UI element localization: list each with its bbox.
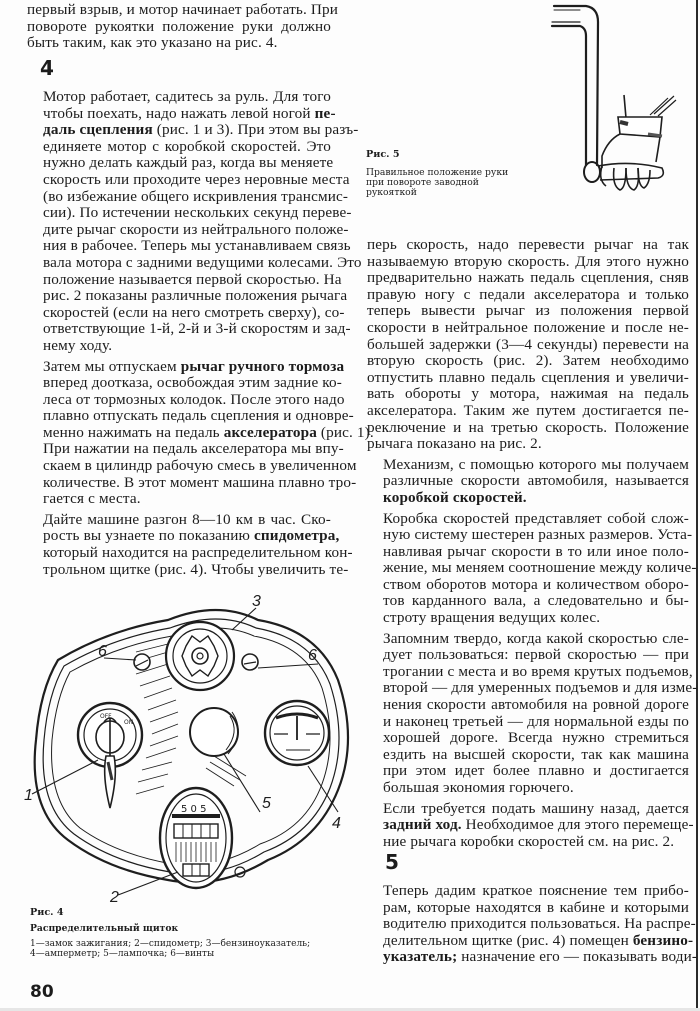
paragraph xyxy=(367,509,697,627)
paragraph xyxy=(367,457,689,507)
text-line: различные скорости автомобиля, называется xyxy=(383,472,689,490)
text-line: вала мотора с задними ведущими колесами. Это xyxy=(43,253,362,271)
text-line: При нажатии на педаль акселератора мы впу- xyxy=(43,440,344,458)
callout-5: 5 xyxy=(262,795,271,812)
right-column-text xyxy=(367,236,698,850)
figure-4-dashboard-illustration xyxy=(18,590,358,906)
text-line: рычага показано на рис. 2. xyxy=(367,435,542,453)
callout-1: 1 xyxy=(24,787,33,804)
text-line: леса от тормозных колодок. После этого надо xyxy=(43,390,345,408)
text-line: отпустить плавно педаль сцепления и увеличи- xyxy=(367,368,689,386)
text-line: Механизм, с помощью которого мы получаем xyxy=(383,455,689,473)
text-line: вперед доотказа, освобождая этим задние ко- xyxy=(43,374,342,392)
figure-4-caption xyxy=(30,908,360,959)
text-line: вать обороты у мотора, нажимая на педаль xyxy=(367,385,689,403)
ignition-off-label: OFF xyxy=(100,713,112,720)
text-line: правую ногу с педали акселератора и только xyxy=(367,285,689,303)
hand-drawing xyxy=(598,95,676,190)
bold-term: акселератора xyxy=(223,423,317,441)
text-line: жение, мы меняем соотношение между количе- xyxy=(383,559,697,577)
caption-line: при повороте заводной xyxy=(366,177,479,188)
text-line: единяете мотор с коробкой скоростей. Это xyxy=(43,137,331,155)
text-line: Если требуется подать машину назад, дается xyxy=(383,799,689,817)
text-line: Мотор работает, садитесь за руль. Для того xyxy=(43,88,331,105)
text-line: рам, которые находятся в кабине и которыми xyxy=(383,898,689,916)
bold-term: рычаг ручного тормоза xyxy=(180,357,345,375)
text-line: количестве. В этот момент машина плавно тро- xyxy=(43,473,357,491)
text-line: ную систему шестерен разных размеров. Уста- xyxy=(383,526,693,544)
legend-line: 1—замок зажигания; 2—спидометр; 3—бензиноуказатель; xyxy=(30,939,311,949)
text-line: Коробка скоростей представляет собой слож- xyxy=(383,509,689,527)
warning-lamp-drawing xyxy=(190,708,238,756)
crank-handle-outer xyxy=(554,6,598,165)
figure-4-legend xyxy=(30,940,360,959)
caption-line: рукояткой xyxy=(366,187,417,198)
text-line: Запомним твердо, когда какой скоростью сле- xyxy=(383,629,689,647)
text-line: дует пользоваться: первой скоростью — при xyxy=(383,646,689,664)
left-column-text xyxy=(27,88,374,578)
paragraph xyxy=(27,510,353,578)
text-line: тов карданного вала, а следовательно и бы- xyxy=(383,592,689,610)
paragraph xyxy=(367,799,694,851)
figure-4-label: Рис. 4 xyxy=(30,907,64,918)
text-line: ством оборотов мотора и количеством оборо- xyxy=(383,575,689,593)
text-line: скорости в нейтральное положение и после не- xyxy=(367,318,689,336)
bold-term: указатель; xyxy=(383,948,458,966)
callout-2: 2 xyxy=(110,889,119,906)
crank-handle-inner xyxy=(552,26,586,165)
text-line: положение называется первой скоростью. На xyxy=(43,270,342,288)
legend-line: 4—амперметр; 5—лампочка; 6—винты xyxy=(30,948,215,959)
speedometer-dial-digits: 5 0 5 xyxy=(181,804,207,815)
text-line: реключение и на третью скорость. Положение xyxy=(367,418,689,436)
text-line: акселератора. Таким же путем достигается пе- xyxy=(367,401,689,419)
text-line: большая экономия горючего. xyxy=(383,779,574,796)
figure-5-caption-text xyxy=(366,168,526,198)
bold-term: спидометра, xyxy=(254,527,340,545)
text-line: Теперь дадим краткое пояснение тем прибо- xyxy=(383,882,689,899)
text-line: который находится на распределительном кон- xyxy=(43,544,353,562)
text-line: ответствующие 1-й, 2-й и 3-й скоростям и зад- xyxy=(43,320,351,338)
section-number-4: 4 xyxy=(40,56,54,80)
text-line: (во избежание общего искривления трансмис- xyxy=(43,187,349,205)
text-line: водителю приходится пользоваться. На распре- xyxy=(383,915,696,933)
paragraph xyxy=(27,357,374,508)
text-line: и наконец третьей — для нормальной езды по xyxy=(383,712,689,730)
text-line: перь скорость, надо перевести рычаг на так xyxy=(367,236,689,253)
paragraph xyxy=(367,882,698,966)
text-line: повороте рукоятки положение руки должно xyxy=(27,17,331,35)
text-line: ние рычага коробки скоростей см. на рис. 2. xyxy=(383,832,675,850)
text-line: хорошей дороге. Всегда нужно стремиться xyxy=(383,729,689,747)
callout-3: 3 xyxy=(252,593,261,610)
text-line: ния в рабочее. Теперь мы устанавливаем связь xyxy=(43,237,351,255)
text-line: при этом идет более плавно и достигается xyxy=(383,762,689,780)
figure-4-subtitle: Распределительный щиток xyxy=(30,923,179,934)
text-line: задний ход. Необходимое для этого перемеще- xyxy=(383,816,694,834)
text-line: называемую вторую скорость. Для этого нужно xyxy=(367,252,689,270)
text-line: гается с места. xyxy=(43,490,141,508)
text-line: вторую скорость (рис. 2). Затем необходимо xyxy=(367,352,689,370)
ignition-on-label: ON xyxy=(124,719,134,726)
section-5-text xyxy=(367,882,698,966)
text-line: трогании с места и во время крутых подъемов, xyxy=(383,662,693,680)
text-line: строту вращения ведущих колес. xyxy=(383,609,601,627)
text-line: рис. 2 показаны различные положения рычага xyxy=(43,287,348,305)
screw-left xyxy=(134,654,150,670)
page-number: 80 xyxy=(30,982,54,1002)
speedometer-drawing xyxy=(160,788,245,888)
fuel-gauge-drawing xyxy=(166,622,234,690)
text-line: навливая рычаг скорости в то или иное поло- xyxy=(383,542,689,560)
ammeter-drawing xyxy=(265,701,329,765)
figure-5-label: Рис. 5 xyxy=(366,149,400,160)
text-line: предварительно нажать педаль сцепления, сняв xyxy=(367,269,689,287)
figure-5-caption xyxy=(366,150,526,198)
text-line: Дайте машине разгон 8—10 км в час. Ско- xyxy=(43,510,331,528)
callout-6-right: 6 xyxy=(308,647,317,664)
caption-line: Правильное положение руки xyxy=(366,167,509,178)
text-line: дите рычаг скорости из нейтрального положе- xyxy=(43,220,349,238)
text-line: чтобы поехать, надо нажать левой ногой пе- xyxy=(43,104,336,122)
bold-term: бензино- xyxy=(632,931,694,949)
text-line: большей задержки (3—4 секунды) перевести на xyxy=(367,335,689,353)
bold-term: задний ход. xyxy=(383,816,462,834)
text-line: делительном щитке (рис. 4) помещен бензино- xyxy=(383,931,694,949)
text-line: Затем мы отпускаем рычаг ручного тормоза xyxy=(43,357,345,375)
text-line: скаем в цилиндр рабочую смесь в увеличенном xyxy=(43,457,357,475)
text-line: теперь вывести рычаг из положения первой xyxy=(367,302,689,320)
text-line: скорость или проходите через неровные места xyxy=(43,170,350,188)
text-line: скоростей (если на него смотреть сверху), со- xyxy=(43,303,345,321)
text-line: указатель; назначение его — показывать води- xyxy=(383,948,698,966)
text-line: рость вы узнаете по показанию спидометра, xyxy=(43,527,340,545)
left-top-text xyxy=(27,1,338,52)
text-line xyxy=(367,490,689,507)
paragraph xyxy=(27,88,362,355)
figure-5-crank-illustration xyxy=(540,0,700,200)
text-line: нему ходу. xyxy=(43,336,113,354)
bold-term: даль сцепления xyxy=(43,121,153,139)
callout-4: 4 xyxy=(332,815,341,832)
text-line: быть таким, как это указано на рис. 4. xyxy=(27,34,278,52)
text-line: второй — для умеренных подъемов и для изме- xyxy=(383,679,698,697)
text-line: даль сцепления (рис. 1 и 3). При этом вы разъ- xyxy=(43,121,359,139)
paragraph xyxy=(367,629,698,797)
bold-term: пе- xyxy=(314,104,336,122)
text-line: первый взрыв, и мотор начинает работать. При xyxy=(27,1,338,18)
text-line: плавно отпускать педаль сцепления и одновре- xyxy=(43,407,354,425)
paragraph xyxy=(27,1,338,52)
text-line: нения скорости автомобиля на ровной дороге xyxy=(383,696,689,714)
callout-6-left: 6 xyxy=(98,643,107,660)
text-line: менно нажимать на педаль акселератора (рис. 1). xyxy=(43,423,374,441)
text-line: трольном щитке (рис. 4). Чтобы увеличить те- xyxy=(43,560,349,578)
text-line: нужно делать каждый раз, когда вы меняете xyxy=(43,154,334,172)
bold-term: коробкой скоростей. xyxy=(383,488,527,506)
text-line: сии). По истечении нескольких секунд переве- xyxy=(43,204,352,222)
section-number-5: 5 xyxy=(385,850,399,874)
paragraph xyxy=(367,237,689,453)
text-line: ездить на высшей скорости, так как машина xyxy=(383,745,689,763)
